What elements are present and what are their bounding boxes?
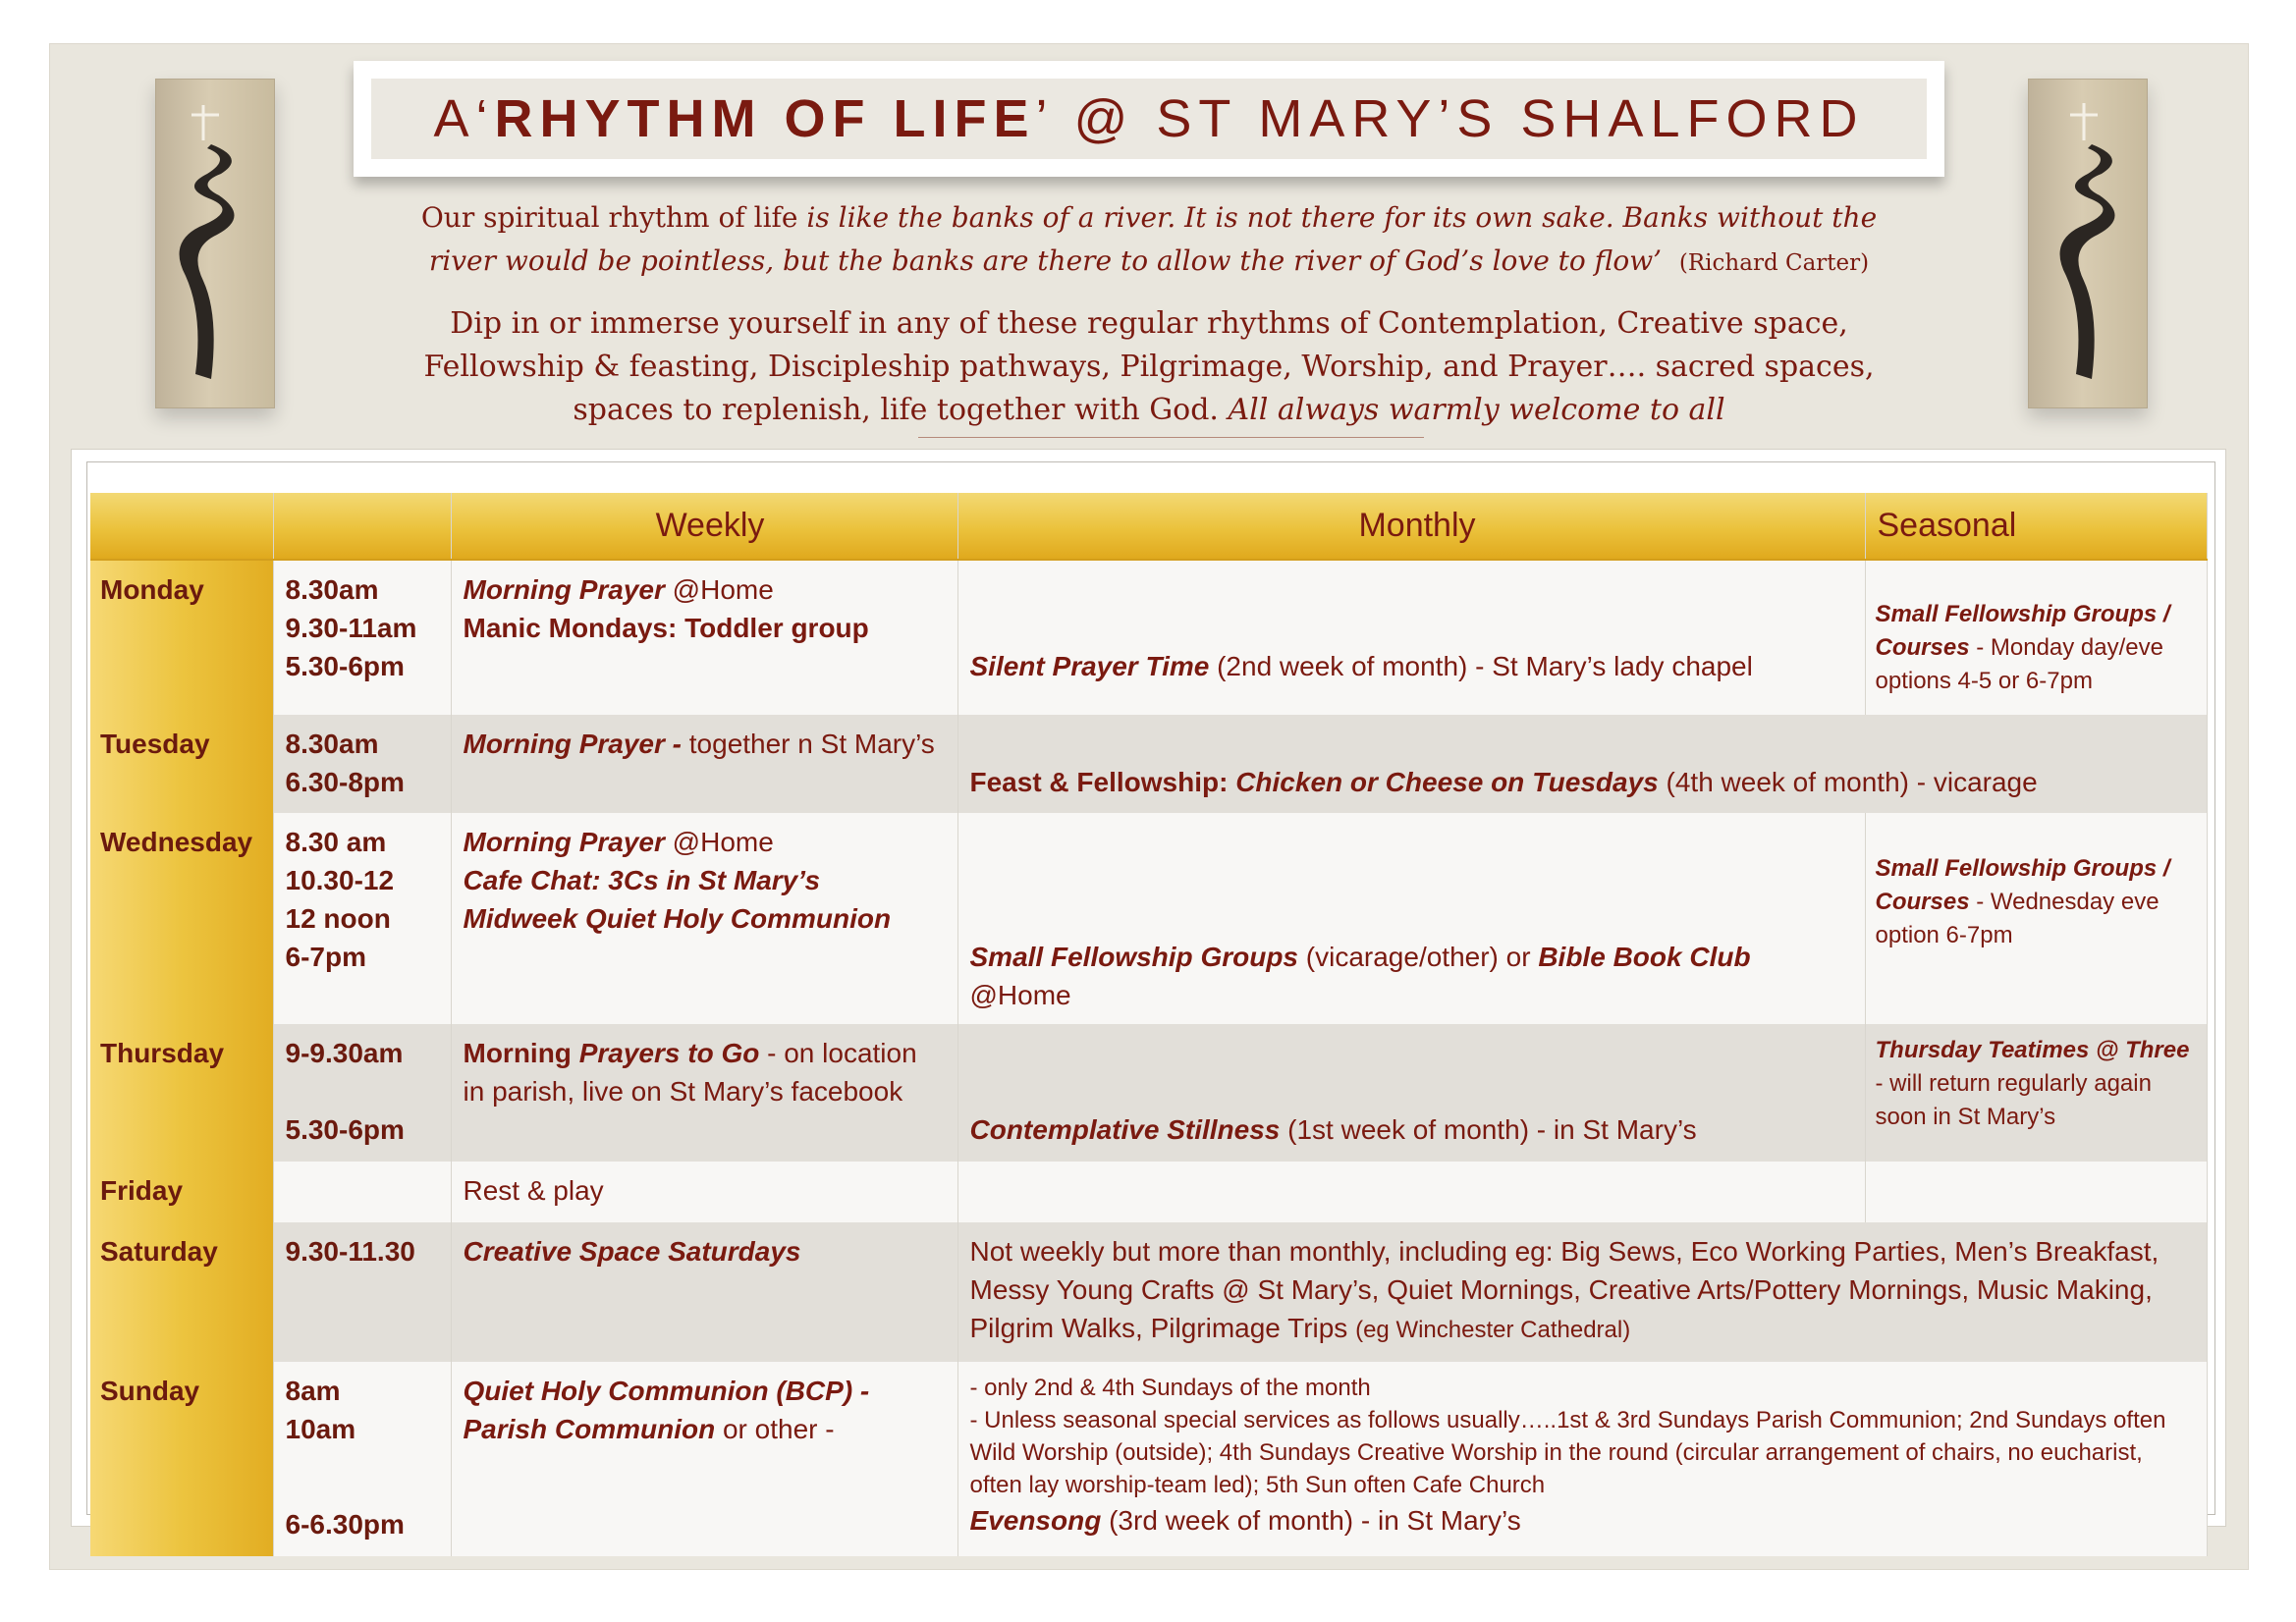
time-value: 5.30-6pm [285,1114,405,1145]
intro-paragraph [412,302,1886,432]
weekly-item-title: Morning Prayer - [463,729,682,759]
monthly-item-title: Contemplative Stillness [969,1114,1281,1145]
weekly-sunday [451,1362,957,1556]
monthly-saturday [957,1222,2207,1362]
monthly-item-detail: (vicarage/other) or [1298,942,1539,972]
weekly-item-detail: or other - [715,1414,835,1444]
seasonal-friday [1865,1162,2207,1222]
time-value: 12 noon [285,903,391,934]
header-seasonal: Seasonal [1865,493,2207,560]
times-tuesday [273,715,451,813]
weekly-saturday [451,1222,957,1362]
monthly-item-detail: (4th week of month) - vicarage [1658,767,2038,797]
weekly-item-title: Manic Mondays: Toddler group [463,613,869,643]
weekly-item-title: Creative Space Saturdays [463,1236,801,1267]
intro-italic: All always warmly welcome to all [1228,393,1725,427]
weekly-item-detail: @Home [664,574,774,605]
header-weekly: Weekly [451,493,957,560]
day-tuesday: Tuesday [90,715,273,813]
times-sunday [273,1362,451,1556]
monthly-item-note: - Unless seasonal special services as follows usually…..1st & 3rd Sundays Parish Communion; 2nd Sundays often Wild Worship (outside); 4th Sundays Creative Worship in the round (circular arrangement of chairs, no eucharist, often lay worship-team led); 5th Sun often Cafe Church [969,1407,2166,1498]
monthly-item-detail: Not weekly but more than monthly, including eg: Big Sews, Eco Working Parties, Men’s Breakfast, Messy Young Crafts @ St Mary’s, Quiet Mornings, Creative Arts/Pottery Mornings, Music Making, Pilgrim Walks, Pilgrimage Trips [969,1236,2159,1343]
seasonal-monday [1865,560,2207,715]
table-row-monday [90,560,2207,715]
time-value: 6-6.30pm [285,1509,405,1540]
monthly-item-detail: @Home [969,980,1071,1010]
monthly-tuesday [957,715,2207,813]
weekly-item-title: Prayers to Go [578,1038,760,1068]
header-day [90,493,273,560]
monthly-item-title: Small Fellowship Groups [969,942,1298,972]
seasonal-wednesday [1865,813,2207,1024]
monthly-friday [957,1162,1865,1222]
time-value: 8.30 am [285,827,387,857]
monthly-wednesday [957,813,1865,1024]
title-suffix: ’ @ ST MARY’S SHALFORD [1035,89,1865,148]
weekly-thursday [451,1024,957,1162]
header-monthly: Monthly [957,493,1865,560]
time-value: 9-9.30am [285,1038,404,1068]
day-saturday: Saturday [90,1222,273,1362]
monthly-thursday [957,1024,1865,1162]
weekly-tuesday [451,715,957,813]
cross-river-sculpture-icon [2028,79,2148,408]
quote-italic: is like the banks of a river. It is not there for its own sake. Banks without the river would be pointless, but the banks are there to allow the river of God’s love to flow’ [428,201,1878,277]
monthly-item-name: Chicken or Cheese on Tuesdays [1235,767,1659,797]
seasonal-item-detail: - Wednesday eve option 6-7pm [1875,889,2159,948]
times-thursday [273,1024,451,1162]
monthly-item-title: Feast & Fellowship: [969,767,1236,797]
header-row [90,493,2207,560]
monthly-item-note: (eg Winchester Cathedral) [1355,1317,1631,1343]
times-saturday [273,1222,451,1362]
time-value [286,1072,439,1110]
time-value: 9.30-11.30 [285,1236,415,1267]
quote-paragraph [412,196,1886,285]
weekly-item-title: Midweek Quiet Holy Communion [463,903,892,934]
monthly-item-detail: (2nd week of month) - St Mary’s lady chapel [1209,651,1753,681]
weekly-friday: Rest & play [451,1162,957,1222]
weekly-item-detail: together n St Mary’s [681,729,935,759]
schedule-table [90,493,2208,1556]
weekly-item-detail: @Home [664,827,774,857]
quote-attribution: (Richard Carter) [1678,250,1870,276]
table-row-thursday [90,1024,2207,1162]
weekly-item-title: Morning [463,1038,579,1068]
seasonal-thursday [1865,1024,2207,1162]
times-wednesday [273,813,451,1024]
time-value: 10.30-12 [285,865,395,895]
weekly-item-title: Parish Communion [463,1414,716,1444]
time-value: 8.30am [285,729,379,759]
weekly-item-detail: - on location in parish, live on St Mary’s facebook [463,1038,917,1107]
weekly-item-title: Morning Prayer [463,574,665,605]
title-banner [354,61,1944,177]
weekly-item-title: Cafe Chat: 3Cs in St Mary’s [463,865,821,895]
time-value: 6.30-8pm [285,767,405,797]
weekly-item-title: Quiet Holy Communion (BCP) - [463,1376,870,1406]
time-value: 5.30-6pm [285,651,405,681]
divider [918,437,1424,438]
header-time [273,493,451,560]
table-row-friday [90,1162,2207,1222]
monthly-item-title: Silent Prayer Time [969,651,1210,681]
table-row-wednesday [90,813,2207,1024]
monthly-item-title: Evensong [969,1505,1102,1536]
time-value: 8am [285,1376,341,1406]
time-value: 10am [285,1414,356,1444]
monthly-item-note: - only 2nd & 4th Sundays of the month [969,1375,1371,1401]
title-prefix: A‘ [433,89,495,148]
time-value: 6-7pm [285,942,366,972]
times-monday [273,560,451,715]
monthly-sunday [957,1362,2207,1556]
day-wednesday: Wednesday [90,813,273,1024]
weekly-wednesday [451,813,957,1024]
day-friday: Friday [90,1162,273,1222]
seasonal-item-detail: - will return regularly again soon in St Mary’s [1875,1070,2152,1130]
times-friday [273,1162,451,1222]
time-value: 8.30am [285,574,379,605]
table-row-saturday [90,1222,2207,1362]
cross-river-sculpture-icon [155,79,275,408]
monthly-monday [957,560,1865,715]
monthly-item-title: Bible Book Club [1538,942,1751,972]
title-highlight: RHYTHM OF LIFE [494,89,1036,148]
table-row-tuesday [90,715,2207,813]
weekly-item-title: Morning Prayer [463,827,665,857]
table-row-sunday [90,1362,2207,1556]
intro-plain: Dip in or immerse yourself in any of these regular rhythms of Contemplation, Creative space, Fellowship & feasting, Discipleship pathways, Pilgrimage, Worship, and Prayer…. sacred spaces, spaces to replenish, life together with God. [423,306,1875,427]
day-monday: Monday [90,560,273,715]
seasonal-item-title: Small Fellowship Groups / Courses [1875,601,2170,661]
day-sunday: Sunday [90,1362,273,1556]
seasonal-item-detail: - Monday day/eve options 4-5 or 6-7pm [1875,634,2163,694]
time-value: 9.30-11am [285,613,417,643]
day-thursday: Thursday [90,1024,273,1162]
monthly-item-detail: (1st week of month) - in St Mary’s [1280,1114,1697,1145]
weekly-monday [451,560,957,715]
monthly-item-detail: (3rd week of month) - in St Mary’s [1101,1505,1521,1536]
quote-plain: Our spiritual rhythm of life [420,201,807,234]
time-value [286,1448,439,1505]
page-title [371,79,1927,159]
seasonal-item-title: Small Fellowship Groups / Courses [1875,855,2170,915]
seasonal-item-title: Thursday Teatimes @ Three [1875,1037,2190,1063]
